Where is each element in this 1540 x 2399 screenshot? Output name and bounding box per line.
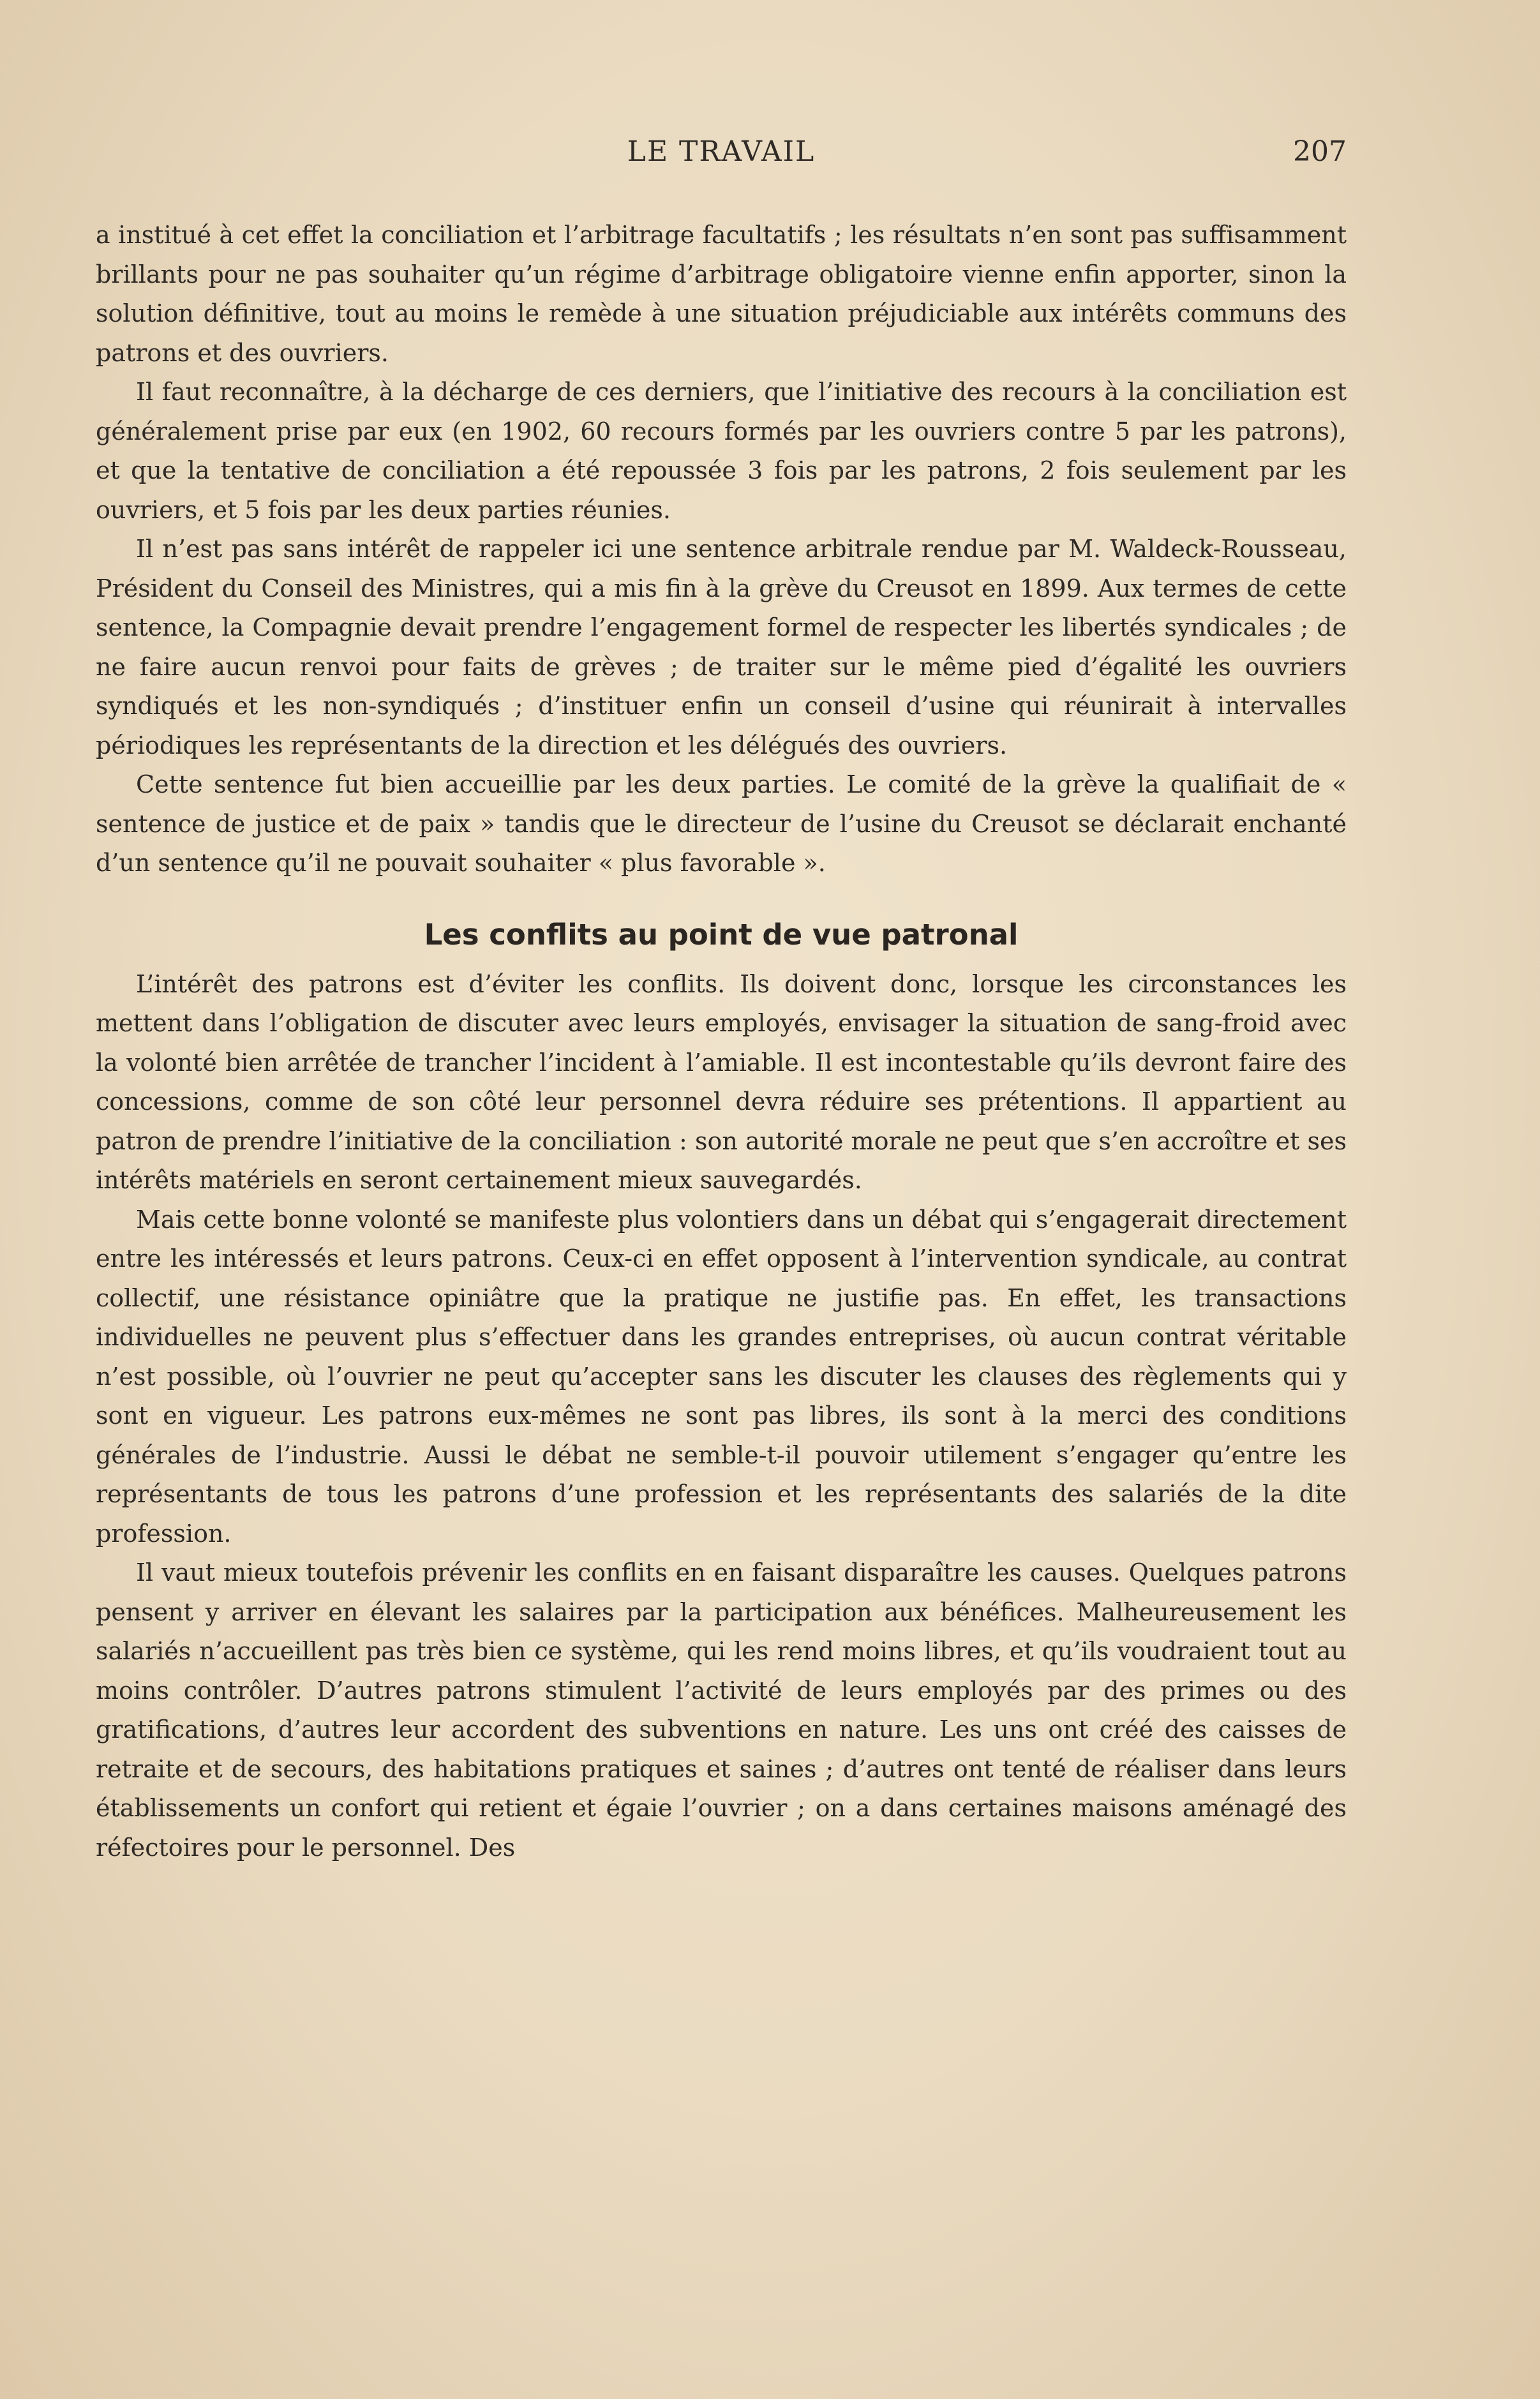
body-text [96,216,1347,1867]
paragraph-continuation: a institué à cet effet la conciliation et l’arbitrage facultatifs ; les résultats n’en sont pas suffisamment brillants pour ne pas souhaiter qu’un régime d’arbitrage obligatoire vienne enfin apporter, sinon la solution définitive, tout au moins le remède à une situation préjudiciable aux intérêts communs des patrons et des ouvriers. [96,221,1347,367]
section-heading: Les conflits au point de vue patronal [424,917,1019,952]
paragraph: Mais cette bonne volonté se manifeste plus volontiers dans un débat qui s’engagerait directement entre les intéressés et leurs patrons. Ceux-ci en effet opposent à l’intervention syndicale, au contrat collectif, une résistance opiniâtre que la pratique ne justifie pas. En effet, les transactions individuelles ne peuvent plus s’effectuer dans les grandes entreprises, où aucun contrat véritable n’est possible, où l’ouvrier ne peut qu’accepter sans les discuter les clauses des règlements qui y sont en vigueur. Les patrons eux-mêmes ne sont pas libres, ils sont à la merci des conditions générales de l’industrie. Aussi le débat ne semble-t-il pouvoir utilement s’engager qu’entre les représentants de tous les patrons d’une profession et les représentants des salariés de la dite profession. [96,1205,1347,1548]
paragraph: L’intérêt des patrons est d’éviter les conflits. Ils doivent donc, lorsque les circonstances les mettent dans l’obligation de discuter avec leurs employés, envisager la situation de sang-froid avec la volonté bien arrêtée de trancher l’incident à l’amiable. Il est incontestable qu’ils devront faire des concessions, comme de son côté leur personnel devra réduire ses prétentions. Il appartient au patron de prendre l’initiative de la conciliation : son autorité morale ne peut que s’en accroître et ses intérêts matériels en seront certainement mieux sauvegardés. [96,969,1347,1194]
page-number: 207 [1293,135,1347,168]
paragraph: Il vaut mieux toutefois prévenir les conflits en en faisant disparaître les causes. Quelques patrons pensent y arriver en élevant les salaires par la participation aux bénéfices. Malheureusement les salariés n’accueillent pas très bien ce système, qui les rend moins libres, et qu’ils voudraient tout au moins contrôler. D’autres patrons stimulent l’activité de leurs employés par des primes ou des gratifications, d’autres leur accordent des subventions en nature. Les uns ont créé des caisses de retraite et de secours, des habitations pratiques et saines ; d’autres ont tenté de réaliser dans leurs établissements un confort qui retient et égaie l’ouvrier ; on a dans certaines maisons aménagé des réfectoires pour le personnel. Des [96,1558,1347,1862]
paragraph: Il n’est pas sans intérêt de rappeler ici une sentence arbitrale rendue par M. Waldeck-Rousseau, Président du Conseil des Ministres, qui a mis fin à la grève du Creusot en 1899. Aux termes de cette sentence, la Compagnie devait prendre l’engagement formel de respecter les libertés syndicales ; de ne faire aucun renvoi pour faits de grèves ; de traiter sur le même pied d’égalité les ouvriers syndiqués et les non-syndiqués ; d’instituer enfin un conseil d’usine qui réunirait à intervalles périodiques les représentants de la direction et les délégués des ouvriers. [96,535,1347,759]
running-title: LE TRAVAIL [627,135,816,168]
paragraph: Cette sentence fut bien accueillie par les deux parties. Le comité de la grève la qualifiait de « sentence de justice et de paix » tandis que le directeur de l’usine du Creusot se déclarait enchanté d’un sentence qu’il ne pouvait souhaiter « plus favorable ». [96,770,1347,877]
paragraph: Il faut reconnaître, à la décharge de ces derniers, que l’initiative des recours à la conciliation est généralement prise par eux (en 1902, 60 recours formés par les ouvriers contre 5 par les patrons), et que la tentative de conciliation a été repoussée 3 fois par les patrons, 2 fois seulement par les ouvriers, et 5 fois par les deux parties réunies. [96,378,1347,524]
page-header [96,135,1347,180]
